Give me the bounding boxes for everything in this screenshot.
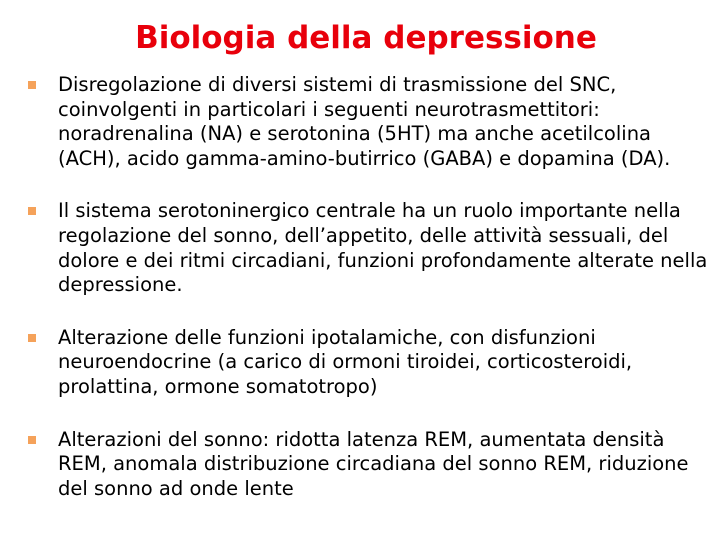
bullet-item: [28, 326, 718, 400]
bullet-text: Alterazioni del sonno: ridotta latenza REM, aumentata densità REM, anomala distribuzione circadiana del sonno REM, riduzione del sonno ad onde lente: [58, 427, 689, 500]
square-bullet-icon: [28, 81, 36, 89]
square-bullet-icon: [28, 436, 36, 444]
square-bullet-icon: [28, 207, 36, 215]
bullet-item: [28, 199, 718, 297]
slide-title: Biologia della depressione: [135, 20, 597, 56]
bullet-item: [28, 73, 718, 171]
square-bullet-icon: [28, 334, 36, 342]
bullet-text: Il sistema serotoninergico centrale ha un ruolo importante nella regolazione del sonno, dell’appetito, delle attività sessuali, del dolore e dei ritmi circadiani, funzioni profondamente alterate nella depressione.: [58, 199, 708, 297]
bullet-text: Disregolazione di diversi sistemi di trasmissione del SNC, coinvolgenti in particolari i seguenti neurotrasmettitori: noradrenalina (NA) e serotonina (5HT) ma anche acetilcolina (ACH), acido gamma-amino-butirrico (GABA) e dopamina (DA).: [58, 73, 671, 170]
bullet-item: [28, 428, 718, 502]
bullet-list: [28, 73, 718, 529]
bullet-text: Alterazione delle funzioni ipotalamiche, con disfunzioni neuroendocrine (a carico di ormoni tiroidei, corticosteroidi, prolattina, ormone somatotropo): [58, 325, 633, 398]
